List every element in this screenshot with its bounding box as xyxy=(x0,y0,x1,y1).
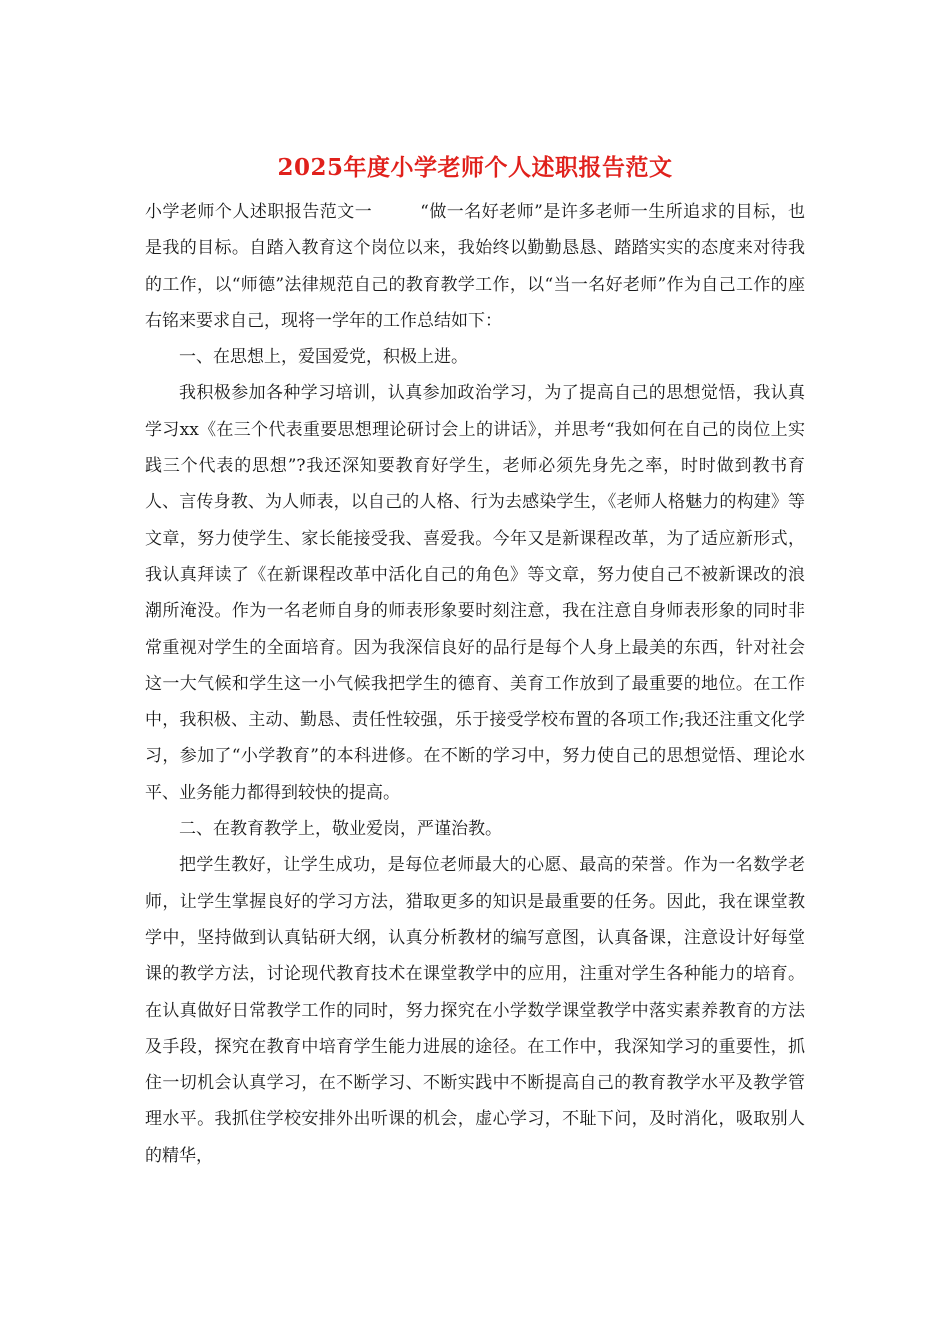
section2-heading: 二、在教育教学上，敬业爱岗，严谨治教。 xyxy=(179,819,502,840)
document-title: 2025年度小学老师个人述职报告范文 xyxy=(277,154,673,181)
intro-text: “做一名好老师”是许多老师一生所追求的目标，也是我的目标。自踏入教育这个岗位以来，我始终以勤勤恳恳、踏踏实实的态度来对待我的工作，以“师德”法律规范自己的教育教学工作，以“当一名好老师”作为自己工作的座右铭来要求自己，现将一学年的工作总结如下： xyxy=(145,202,805,331)
section2-paragraph: 把学生教好，让学生成功，是每位老师最大的心愿、最高的荣誉。作为一名数学老师，让学生掌握良好的学习方法，猎取更多的知识是最重要的任务。因此，我在课堂教学中，坚持做到认真钻研大纲，认真分析教材的编写意图，认真备课，注意设计好每堂课的教学方法，讨论现代教育技术在课堂教学中的应用，注重对学生各种能力的培育。在认真做好日常教学工作的同时，努力探究在小学数学课堂教学中落实素养教育的方法及手段，探究在教育中培育学生能力进展的途径。在工作中，我深知学习的重要性，抓住一切机会认真学习，在不断学习、不断实践中不断提高自己的教育教学水平及教学管理水平。我抓住学校安排外出听课的机会，虚心学习，不耻下问，及时消化，吸取别人的精华， xyxy=(145,855,805,1166)
section1-paragraph: 我积极参加各种学习培训，认真参加政治学习，为了提高自己的思想觉悟，我认真学习xx《在三个代表重要思想理论研讨会上的讲话》，并思考“我如何在自己的岗位上实践三个代表的思想”?我还深知要教育好学生，老师必须先身先之率，时时做到教书育人、言传身教、为人师表，以自己的人格、行为去感染学生，《老师人格魅力的构建》等文章，努力使学生、家长能接受我、喜爱我。今年又是新课程改革，为了适应新形式，我认真拜读了《在新课程改革中活化自己的角色》等文章，努力使自己不被新课改的浪潮所淹没。作为一名老师自身的师表形象要时刻注意，我在注意自身师表形象的同时非常重视对学生的全面培育。因为我深信良好的品行是每个人身上最美的东西，针对社会这一大气候和学生这一小气候我把学生的德育、美育工作放到了最重要的地位。在工作中，我积极、主动、勤恳、责任性较强，乐于接受学校布置的各项工作;我还注重文化学习，参加了“小学教育”的本科进修。在不断的学习中，努力使自己的思想觉悟、理论水平、业务能力都得到较快的提高。 xyxy=(145,383,805,803)
document-body xyxy=(145,194,805,1174)
section1-heading: 一、在思想上，爱国爱党，积极上进。 xyxy=(179,347,468,368)
intro-paragraph xyxy=(145,194,805,339)
intro-lead: 小学老师个人述职报告范文一 xyxy=(145,202,373,222)
